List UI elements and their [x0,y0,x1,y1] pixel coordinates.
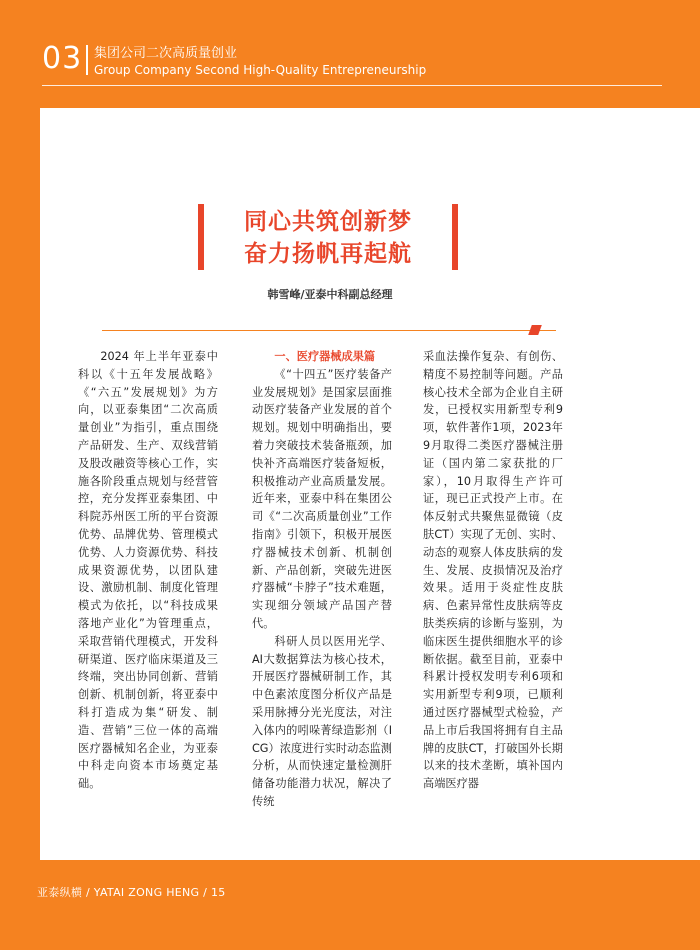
text-column-1 [78,348,218,793]
title-right-bar [452,204,458,270]
page-footer: 亚泰纵横 / YATAI ZONG HENG / 15 [37,886,226,899]
text-column-3 [423,348,563,793]
paragraph: 《“十四五”医疗装备产业发展规划》是国家层面推动医疗装备产业发展的首个规划。规划中明确指出，要着力突破技术装备瓶颈，加快补齐高端医疗装备短板，积极推动产业高质量发展。近年来，亚泰中科在集团公司《“二次高质量创业”工作指南》引领下，积极开展医疗器械技术创新、机制创新、产品创新，突破先进医疗器械“卡脖子”技术难题，实现细分领域产品国产替代。 [252,367,392,630]
article-panel [40,108,700,860]
section-divider-bar [86,45,88,75]
paragraph: 科研人员以医用光学、AI大数据算法为核心技术，开展医疗器械研制工作，其中色素浓度图分析仪产品是采用脉搏分光光度法，对注入体内的吲哚菁绿造影剂（ICG）浓度进行实时动态监测分析，从而快速定量检测肝储备功能潜力状况，解决了传统 [252,634,392,808]
paragraph: 采血法操作复杂、有创伤、精度不易控制等问题。产品核心技术全部为企业自主研发，已授权实用新型专利9项，软件著作1项，2023年9月取得二类医疗器械注册证（国内第二家获批的厂家），10月取得生产许可证，现已正式投产上市。在体反射式共聚焦显微镜（皮肤CT）实现了无创、实时、动态的观察人体皮肤病的发生、发展、皮损情况及治疗效果。适用于炎症性皮肤病、色素异常性皮肤病等皮肤类疾病的诊断与鉴别，为临床医生提供细胞水平的诊断依据。截至目前，亚泰中科累计授权发明专利6项和实用新型专利9项，已顺利通过医疗器械型式检验，产品上市后我国将拥有自主品牌的皮肤CT，打破国外长期以来的技术垄断，填补国内高端医疗器 [423,350,563,791]
section-number: 03 [42,41,83,76]
divider-mark [528,325,542,335]
title-line-1: 同心共筑创新梦 [244,208,412,235]
section-title-cn: 集团公司二次高质量创业 [94,46,238,61]
title-line-2: 奋力扬帆再起航 [244,240,412,267]
page-header [0,0,700,100]
text-column-2 [252,348,392,811]
header-rule [42,85,662,86]
subheading: 一、医疗器械成果篇 [274,349,376,363]
paragraph: 2024 年上半年亚泰中科以《十五年发展战略》《“六五”发展规划》为方向，以亚泰集团“二次高质量创业”为指引，重点围绕产品研发、生产、双线营销及股改融资等核心工作，实施各阶段重点规划与经营管控，充分发挥亚泰集团、中科院苏州医工所的平台资源优势、品牌优势、管理模式优势、人力资源优势、科技成果资源优势，以团队建设、激励机制、制度化管理模式为依托，以“科技成果落地产业化”为管理重点，采取营销代理模式，开发科研渠道、医疗临床渠道及三终端，突出协同创新、营销创新、机制创新，将亚泰中科打造成为集“研发、制造、营销”三位一体的高端医疗器械知名企业，为亚泰中科走向资本市场奠定基础。 [78,350,218,791]
article-title [198,204,458,270]
article-divider [102,330,556,331]
author-byline: 韩雪峰/亚泰中科副总经理 [267,288,393,301]
section-title-en: Group Company Second High-Quality Entrepreneurship [94,63,427,77]
